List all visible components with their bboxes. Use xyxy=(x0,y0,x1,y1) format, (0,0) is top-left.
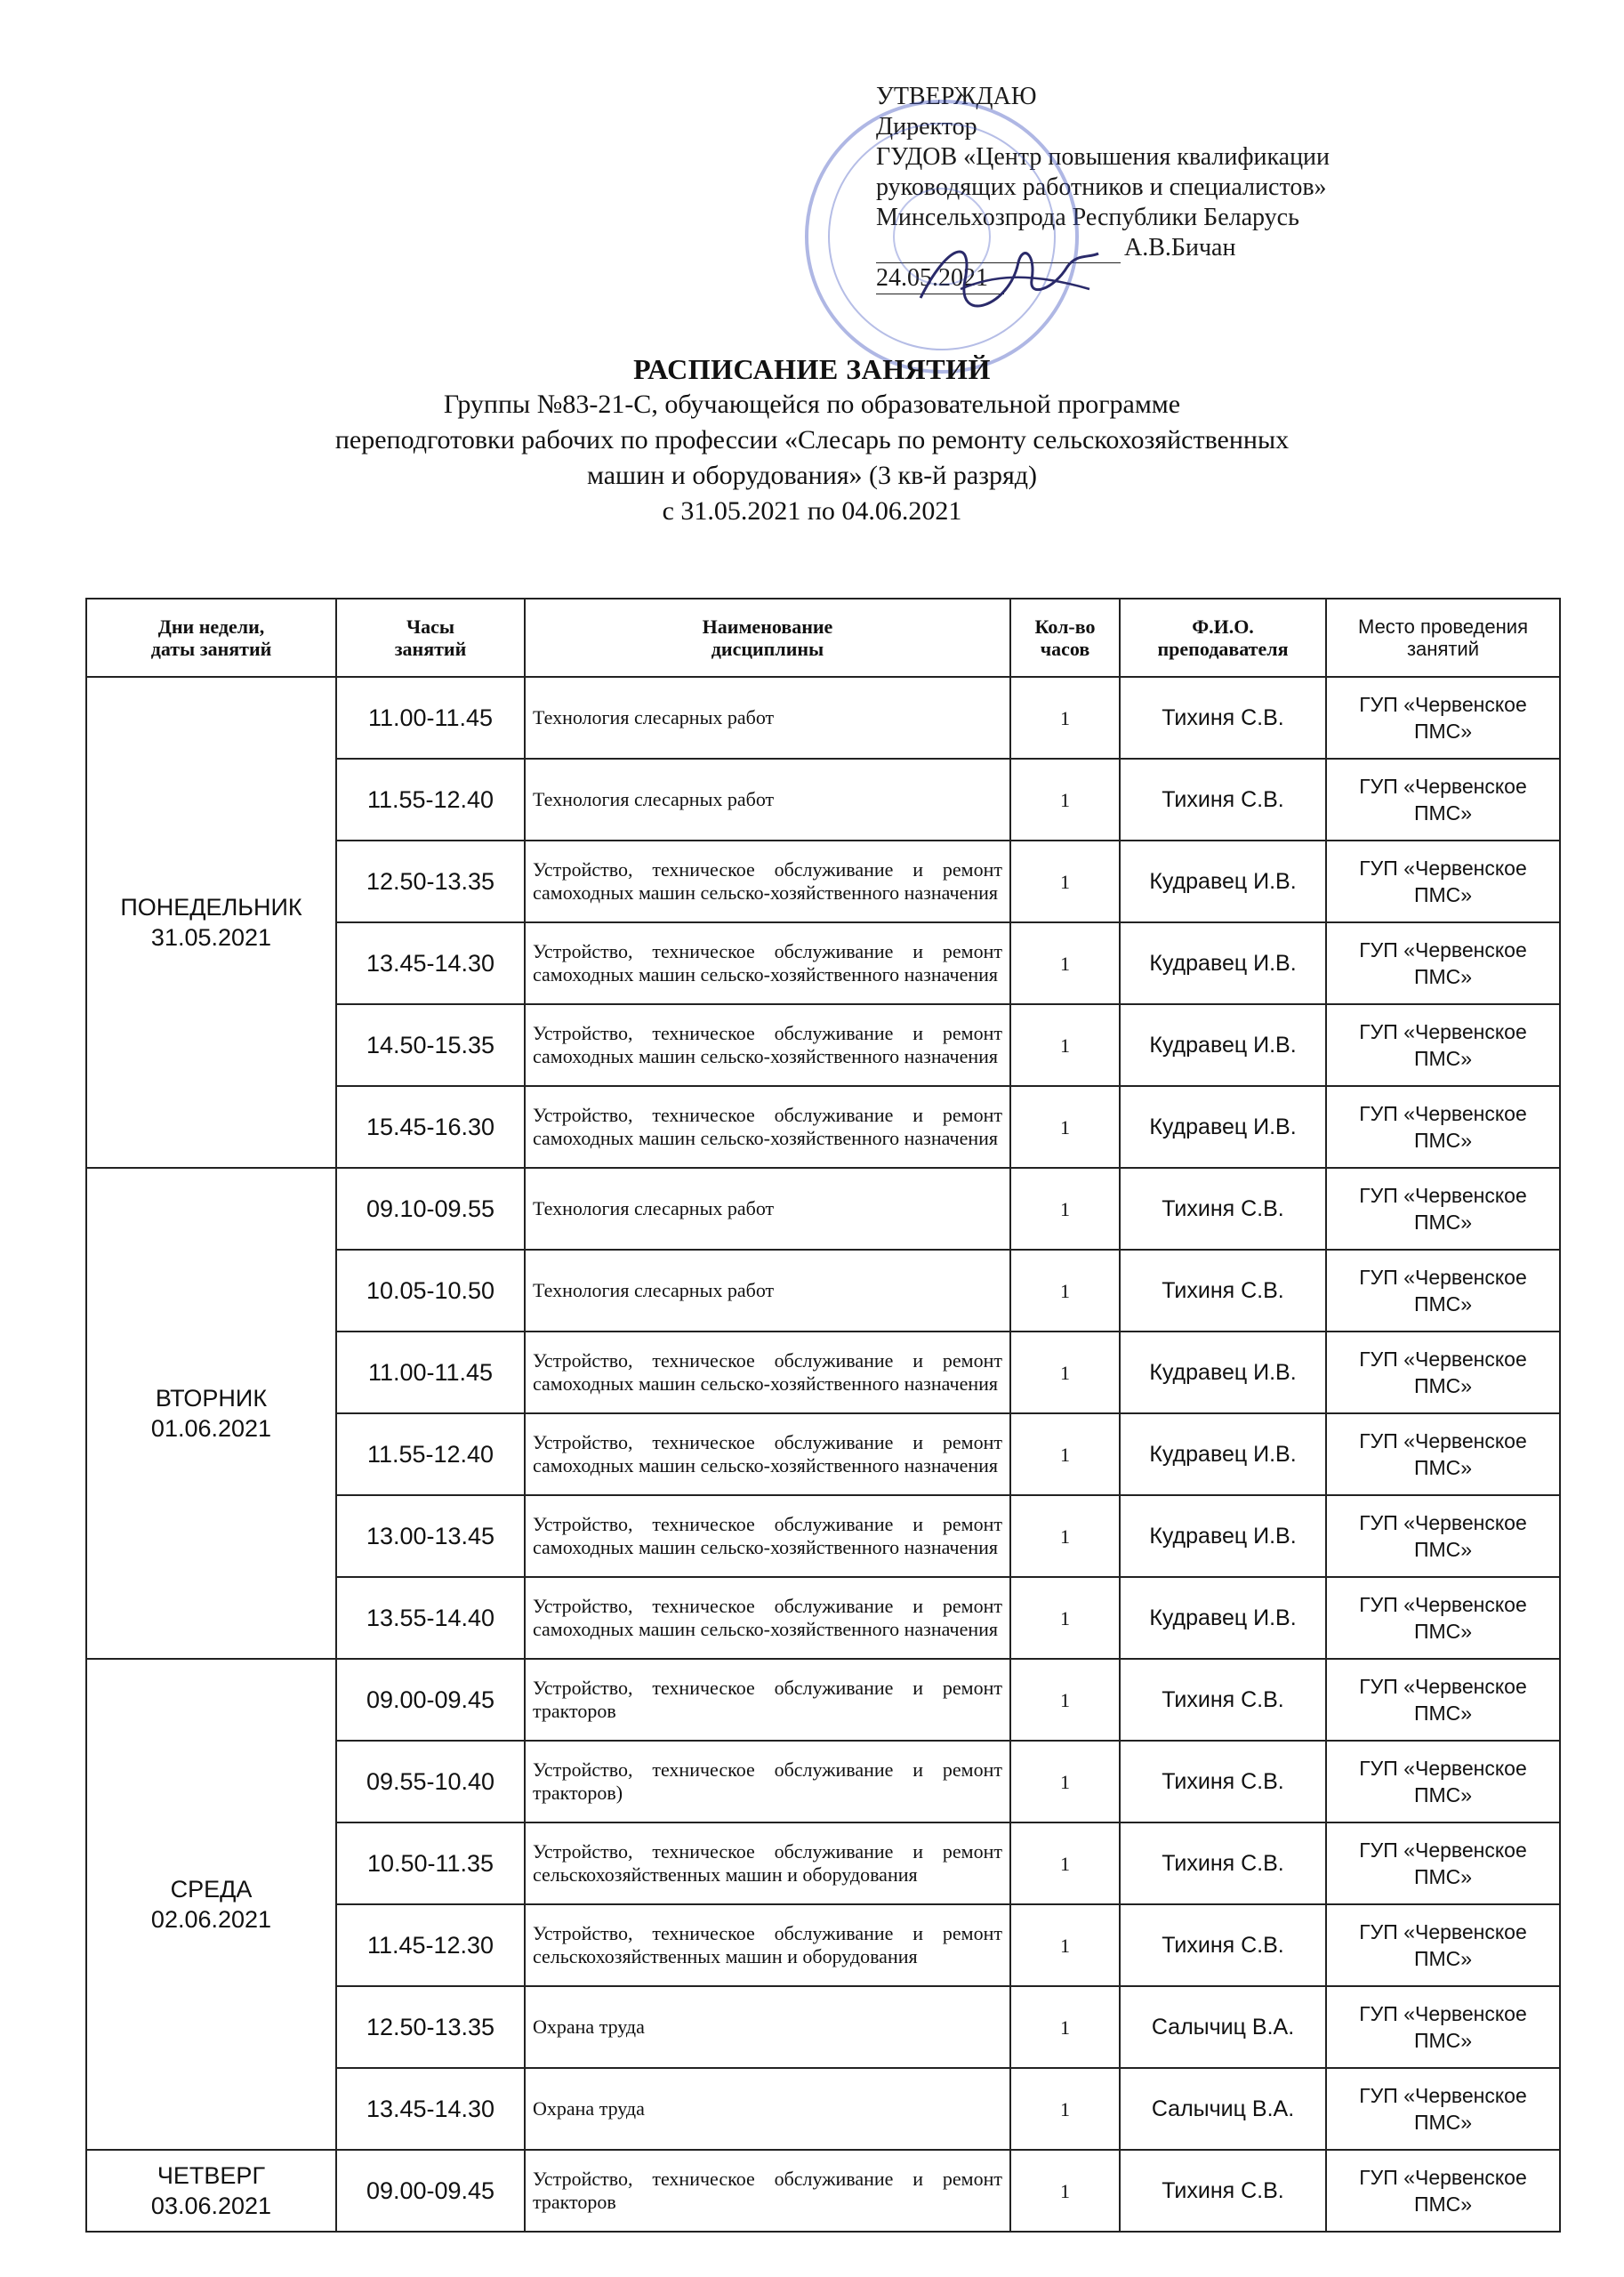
subject-cell: Устройство, техническое обслуживание и ремонт самоходных машин сельско-хозяйственного назначения xyxy=(525,1004,1010,1086)
teacher-cell: Кудравец И.В. xyxy=(1120,841,1326,922)
place-line-2: ПМС» xyxy=(1413,720,1473,743)
time-cell: 09.00-09.45 xyxy=(336,2150,525,2232)
place-cell xyxy=(1326,1577,1560,1659)
teacher-cell: Салычиц В.А. xyxy=(1120,2068,1326,2150)
header-day: Дни недели, даты занятий xyxy=(86,599,336,677)
heading-line-1: Группы №83-21-С, обучающейся по образовательной программе xyxy=(443,390,1181,419)
subject-cell: Устройство, техническое обслуживание и ремонт самоходных машин сельско-хозяйственного назначения xyxy=(525,1086,1010,1168)
time-cell: 11.00-11.45 xyxy=(336,1332,525,1413)
schedule-table xyxy=(85,598,1561,2233)
teacher-cell: Тихиня С.В. xyxy=(1120,1250,1326,1332)
time-cell: 12.50-13.35 xyxy=(336,1986,525,2068)
place-line-2: ПМС» xyxy=(1413,965,1473,988)
hours-cell: 1 xyxy=(1010,1332,1120,1413)
table-row xyxy=(86,677,1560,759)
place-line-2: ПМС» xyxy=(1413,1456,1473,1479)
place-cell xyxy=(1326,1904,1560,1986)
time-cell: 15.45-16.30 xyxy=(336,1086,525,1168)
table-header-row xyxy=(86,599,1560,677)
subject-cell: Технология слесарных работ xyxy=(525,677,1010,759)
subject-cell: Устройство, техническое обслуживание и ремонт самоходных машин сельско-хозяйственного назначения xyxy=(525,841,1010,922)
header-teacher: Ф.И.О. преподавателя xyxy=(1120,599,1326,677)
place-cell xyxy=(1326,1332,1560,1413)
approval-signer: А.В.Бичан xyxy=(1124,234,1236,261)
hours-cell: 1 xyxy=(1010,677,1120,759)
subject-cell: Охрана труда xyxy=(525,1986,1010,2068)
header-subject: Наименование дисциплины xyxy=(525,599,1010,677)
place-line-1: ГУП «Червенское xyxy=(1359,1102,1527,1125)
approval-org-line1: ГУДОВ «Центр повышения квалификации xyxy=(876,143,1331,171)
place-line-1: ГУП «Червенское xyxy=(1359,2084,1527,2107)
time-cell: 10.05-10.50 xyxy=(336,1250,525,1332)
place-line-1: ГУП «Червенское xyxy=(1359,2166,1527,2189)
teacher-cell: Кудравец И.В. xyxy=(1120,1577,1326,1659)
hours-cell: 1 xyxy=(1010,1986,1120,2068)
place-line-2: ПМС» xyxy=(1413,1047,1473,1070)
hours-cell: 1 xyxy=(1010,922,1120,1004)
place-line-2: ПМС» xyxy=(1413,1947,1473,1970)
hours-cell: 1 xyxy=(1010,1904,1120,1986)
hours-cell: 1 xyxy=(1010,1168,1120,1250)
hours-cell: 1 xyxy=(1010,759,1120,841)
subject-cell: Устройство, техническое обслуживание и ремонт самоходных машин сельско-хозяйственного назначения xyxy=(525,1577,1010,1659)
place-line-1: ГУП «Червенское xyxy=(1359,1348,1527,1371)
teacher-cell: Кудравец И.В. xyxy=(1120,1495,1326,1577)
table-row xyxy=(86,2150,1560,2232)
place-line-1: ГУП «Червенское xyxy=(1359,1429,1527,1452)
teacher-cell: Кудравец И.В. xyxy=(1120,922,1326,1004)
place-line-1: ГУП «Червенское xyxy=(1359,2002,1527,2025)
day-date: 31.05.2021 xyxy=(150,924,272,951)
place-cell xyxy=(1326,1004,1560,1086)
time-cell: 09.55-10.40 xyxy=(336,1741,525,1822)
table-row xyxy=(86,1659,1560,1741)
place-cell xyxy=(1326,1413,1560,1495)
time-cell: 11.55-12.40 xyxy=(336,759,525,841)
header-time: Часы занятий xyxy=(336,599,525,677)
day-name: СРЕДА xyxy=(170,1876,253,1903)
place-cell xyxy=(1326,2150,1560,2232)
hours-cell: 1 xyxy=(1010,1004,1120,1086)
place-cell xyxy=(1326,1986,1560,2068)
time-cell: 10.50-11.35 xyxy=(336,1822,525,1904)
time-cell: 12.50-13.35 xyxy=(336,841,525,922)
handwritten-signature xyxy=(912,227,1107,325)
hours-cell: 1 xyxy=(1010,1086,1120,1168)
place-line-2: ПМС» xyxy=(1413,1865,1473,1888)
subject-cell: Устройство, техническое обслуживание и ремонт самоходных машин сельско-хозяйственного назначения xyxy=(525,922,1010,1004)
place-line-1: ГУП «Червенское xyxy=(1359,775,1527,798)
place-line-1: ГУП «Червенское xyxy=(1359,1593,1527,1616)
document-heading xyxy=(0,351,1624,529)
hours-cell: 1 xyxy=(1010,841,1120,922)
approval-org-line3: Минсельхозпрода Республики Беларусь xyxy=(876,204,1299,231)
day-cell xyxy=(86,1168,336,1659)
document-title: РАСПИСАНИЕ ЗАНЯТИЙ xyxy=(633,353,991,385)
place-line-1: ГУП «Червенское xyxy=(1359,1511,1527,1534)
place-cell xyxy=(1326,1250,1560,1332)
day-cell xyxy=(86,2150,336,2232)
place-line-1: ГУП «Червенское xyxy=(1359,1757,1527,1780)
teacher-cell: Кудравец И.В. xyxy=(1120,1332,1326,1413)
place-line-2: ПМС» xyxy=(1413,801,1473,825)
place-line-1: ГУП «Червенское xyxy=(1359,693,1527,716)
subject-cell: Устройство, техническое обслуживание и ремонт самоходных машин сельско-хозяйственного назначения xyxy=(525,1413,1010,1495)
place-cell xyxy=(1326,1659,1560,1741)
teacher-cell: Тихиня С.В. xyxy=(1120,677,1326,759)
hours-cell: 1 xyxy=(1010,1250,1120,1332)
place-cell xyxy=(1326,2068,1560,2150)
place-line-1: ГУП «Червенское xyxy=(1359,1838,1527,1862)
header-hours: Кол-во часов xyxy=(1010,599,1120,677)
time-cell: 11.45-12.30 xyxy=(336,1904,525,1986)
subject-cell: Устройство, техническое обслуживание и ремонт тракторов xyxy=(525,1659,1010,1741)
time-cell: 13.45-14.30 xyxy=(336,2068,525,2150)
subject-cell: Устройство, техническое обслуживание и ремонт тракторов) xyxy=(525,1741,1010,1822)
subject-cell: Устройство, техническое обслуживание и ремонт самоходных машин сельско-хозяйственного назначения xyxy=(525,1495,1010,1577)
place-line-2: ПМС» xyxy=(1413,2029,1473,2052)
day-date: 01.06.2021 xyxy=(150,1415,272,1442)
approval-position: Директор xyxy=(876,113,977,141)
place-line-2: ПМС» xyxy=(1413,2193,1473,2216)
heading-line-3: машин и оборудования» (3 кв-й разряд) xyxy=(586,461,1038,490)
hours-cell: 1 xyxy=(1010,1822,1120,1904)
subject-cell: Технология слесарных работ xyxy=(525,759,1010,841)
hours-cell: 1 xyxy=(1010,2150,1120,2232)
teacher-cell: Кудравец И.В. xyxy=(1120,1004,1326,1086)
approval-org-line2: руководящих работников и специалистов» xyxy=(876,173,1327,201)
hours-cell: 1 xyxy=(1010,2068,1120,2150)
place-cell xyxy=(1326,1086,1560,1168)
subject-cell: Устройство, техническое обслуживание и ремонт самоходных машин сельско-хозяйственного назначения xyxy=(525,1332,1010,1413)
table-row xyxy=(86,1168,1560,1250)
day-name: ПОНЕДЕЛЬНИК xyxy=(120,894,302,921)
day-name: ВТОРНИК xyxy=(155,1385,268,1412)
place-cell xyxy=(1326,1822,1560,1904)
day-cell xyxy=(86,677,336,1168)
place-line-1: ГУП «Червенское xyxy=(1359,1675,1527,1698)
time-cell: 13.55-14.40 xyxy=(336,1577,525,1659)
time-cell: 09.00-09.45 xyxy=(336,1659,525,1741)
time-cell: 11.55-12.40 xyxy=(336,1413,525,1495)
subject-cell: Охрана труда xyxy=(525,2068,1010,2150)
place-line-1: ГУП «Червенское xyxy=(1359,857,1527,880)
subject-cell: Технология слесарных работ xyxy=(525,1168,1010,1250)
place-line-2: ПМС» xyxy=(1413,883,1473,906)
subject-cell: Устройство, техническое обслуживание и ремонт сельскохозяйственных машин и оборудования xyxy=(525,1822,1010,1904)
teacher-cell: Салычиц В.А. xyxy=(1120,1986,1326,2068)
day-cell xyxy=(86,1659,336,2150)
place-cell xyxy=(1326,1741,1560,1822)
place-line-2: ПМС» xyxy=(1413,1374,1473,1397)
place-line-2: ПМС» xyxy=(1413,1783,1473,1806)
place-line-1: ГУП «Червенское xyxy=(1359,1184,1527,1207)
time-cell: 14.50-15.35 xyxy=(336,1004,525,1086)
place-cell xyxy=(1326,922,1560,1004)
place-line-2: ПМС» xyxy=(1413,1620,1473,1643)
teacher-cell: Тихиня С.В. xyxy=(1120,1741,1326,1822)
subject-cell: Устройство, техническое обслуживание и ремонт сельскохозяйственных машин и оборудования xyxy=(525,1904,1010,1986)
place-cell xyxy=(1326,677,1560,759)
subject-cell: Технология слесарных работ xyxy=(525,1250,1010,1332)
hours-cell: 1 xyxy=(1010,1495,1120,1577)
place-line-2: ПМС» xyxy=(1413,1211,1473,1234)
header-place: Место проведения занятий xyxy=(1326,599,1560,677)
approval-approve: УТВЕРЖДАЮ xyxy=(876,83,1037,110)
time-cell: 13.45-14.30 xyxy=(336,922,525,1004)
hours-cell: 1 xyxy=(1010,1413,1120,1495)
hours-cell: 1 xyxy=(1010,1741,1120,1822)
time-cell: 11.00-11.45 xyxy=(336,677,525,759)
time-cell: 13.00-13.45 xyxy=(336,1495,525,1577)
teacher-cell: Тихиня С.В. xyxy=(1120,1822,1326,1904)
time-cell: 09.10-09.55 xyxy=(336,1168,525,1250)
place-line-2: ПМС» xyxy=(1413,1129,1473,1152)
place-line-2: ПМС» xyxy=(1413,2111,1473,2134)
teacher-cell: Тихиня С.В. xyxy=(1120,1904,1326,1986)
teacher-cell: Кудравец И.В. xyxy=(1120,1413,1326,1495)
place-cell xyxy=(1326,759,1560,841)
day-name: ЧЕТВЕРГ xyxy=(157,2162,266,2189)
place-cell xyxy=(1326,1495,1560,1577)
place-line-1: ГУП «Червенское xyxy=(1359,1266,1527,1289)
place-line-1: ГУП «Червенское xyxy=(1359,938,1527,961)
place-cell xyxy=(1326,1168,1560,1250)
subject-cell: Устройство, техническое обслуживание и ремонт тракторов xyxy=(525,2150,1010,2232)
place-cell xyxy=(1326,841,1560,922)
approval-date: 24.05.2021 xyxy=(876,263,1004,294)
hours-cell: 1 xyxy=(1010,1659,1120,1741)
place-line-1: ГУП «Червенское xyxy=(1359,1020,1527,1043)
day-date: 02.06.2021 xyxy=(150,1906,272,1933)
place-line-2: ПМС» xyxy=(1413,1538,1473,1561)
teacher-cell: Тихиня С.В. xyxy=(1120,1168,1326,1250)
teacher-cell: Кудравец И.В. xyxy=(1120,1086,1326,1168)
teacher-cell: Тихиня С.В. xyxy=(1120,759,1326,841)
teacher-cell: Тихиня С.В. xyxy=(1120,1659,1326,1741)
place-line-2: ПМС» xyxy=(1413,1702,1473,1725)
place-line-1: ГУП «Червенское xyxy=(1359,1920,1527,1943)
day-date: 03.06.2021 xyxy=(150,2193,272,2219)
teacher-cell: Тихиня С.В. xyxy=(1120,2150,1326,2232)
heading-period: с 31.05.2021 по 04.06.2021 xyxy=(662,496,962,526)
heading-line-2: переподготовки рабочих по профессии «Слесарь по ремонту сельскохозяйственных xyxy=(334,425,1290,455)
place-line-2: ПМС» xyxy=(1413,1292,1473,1316)
hours-cell: 1 xyxy=(1010,1577,1120,1659)
